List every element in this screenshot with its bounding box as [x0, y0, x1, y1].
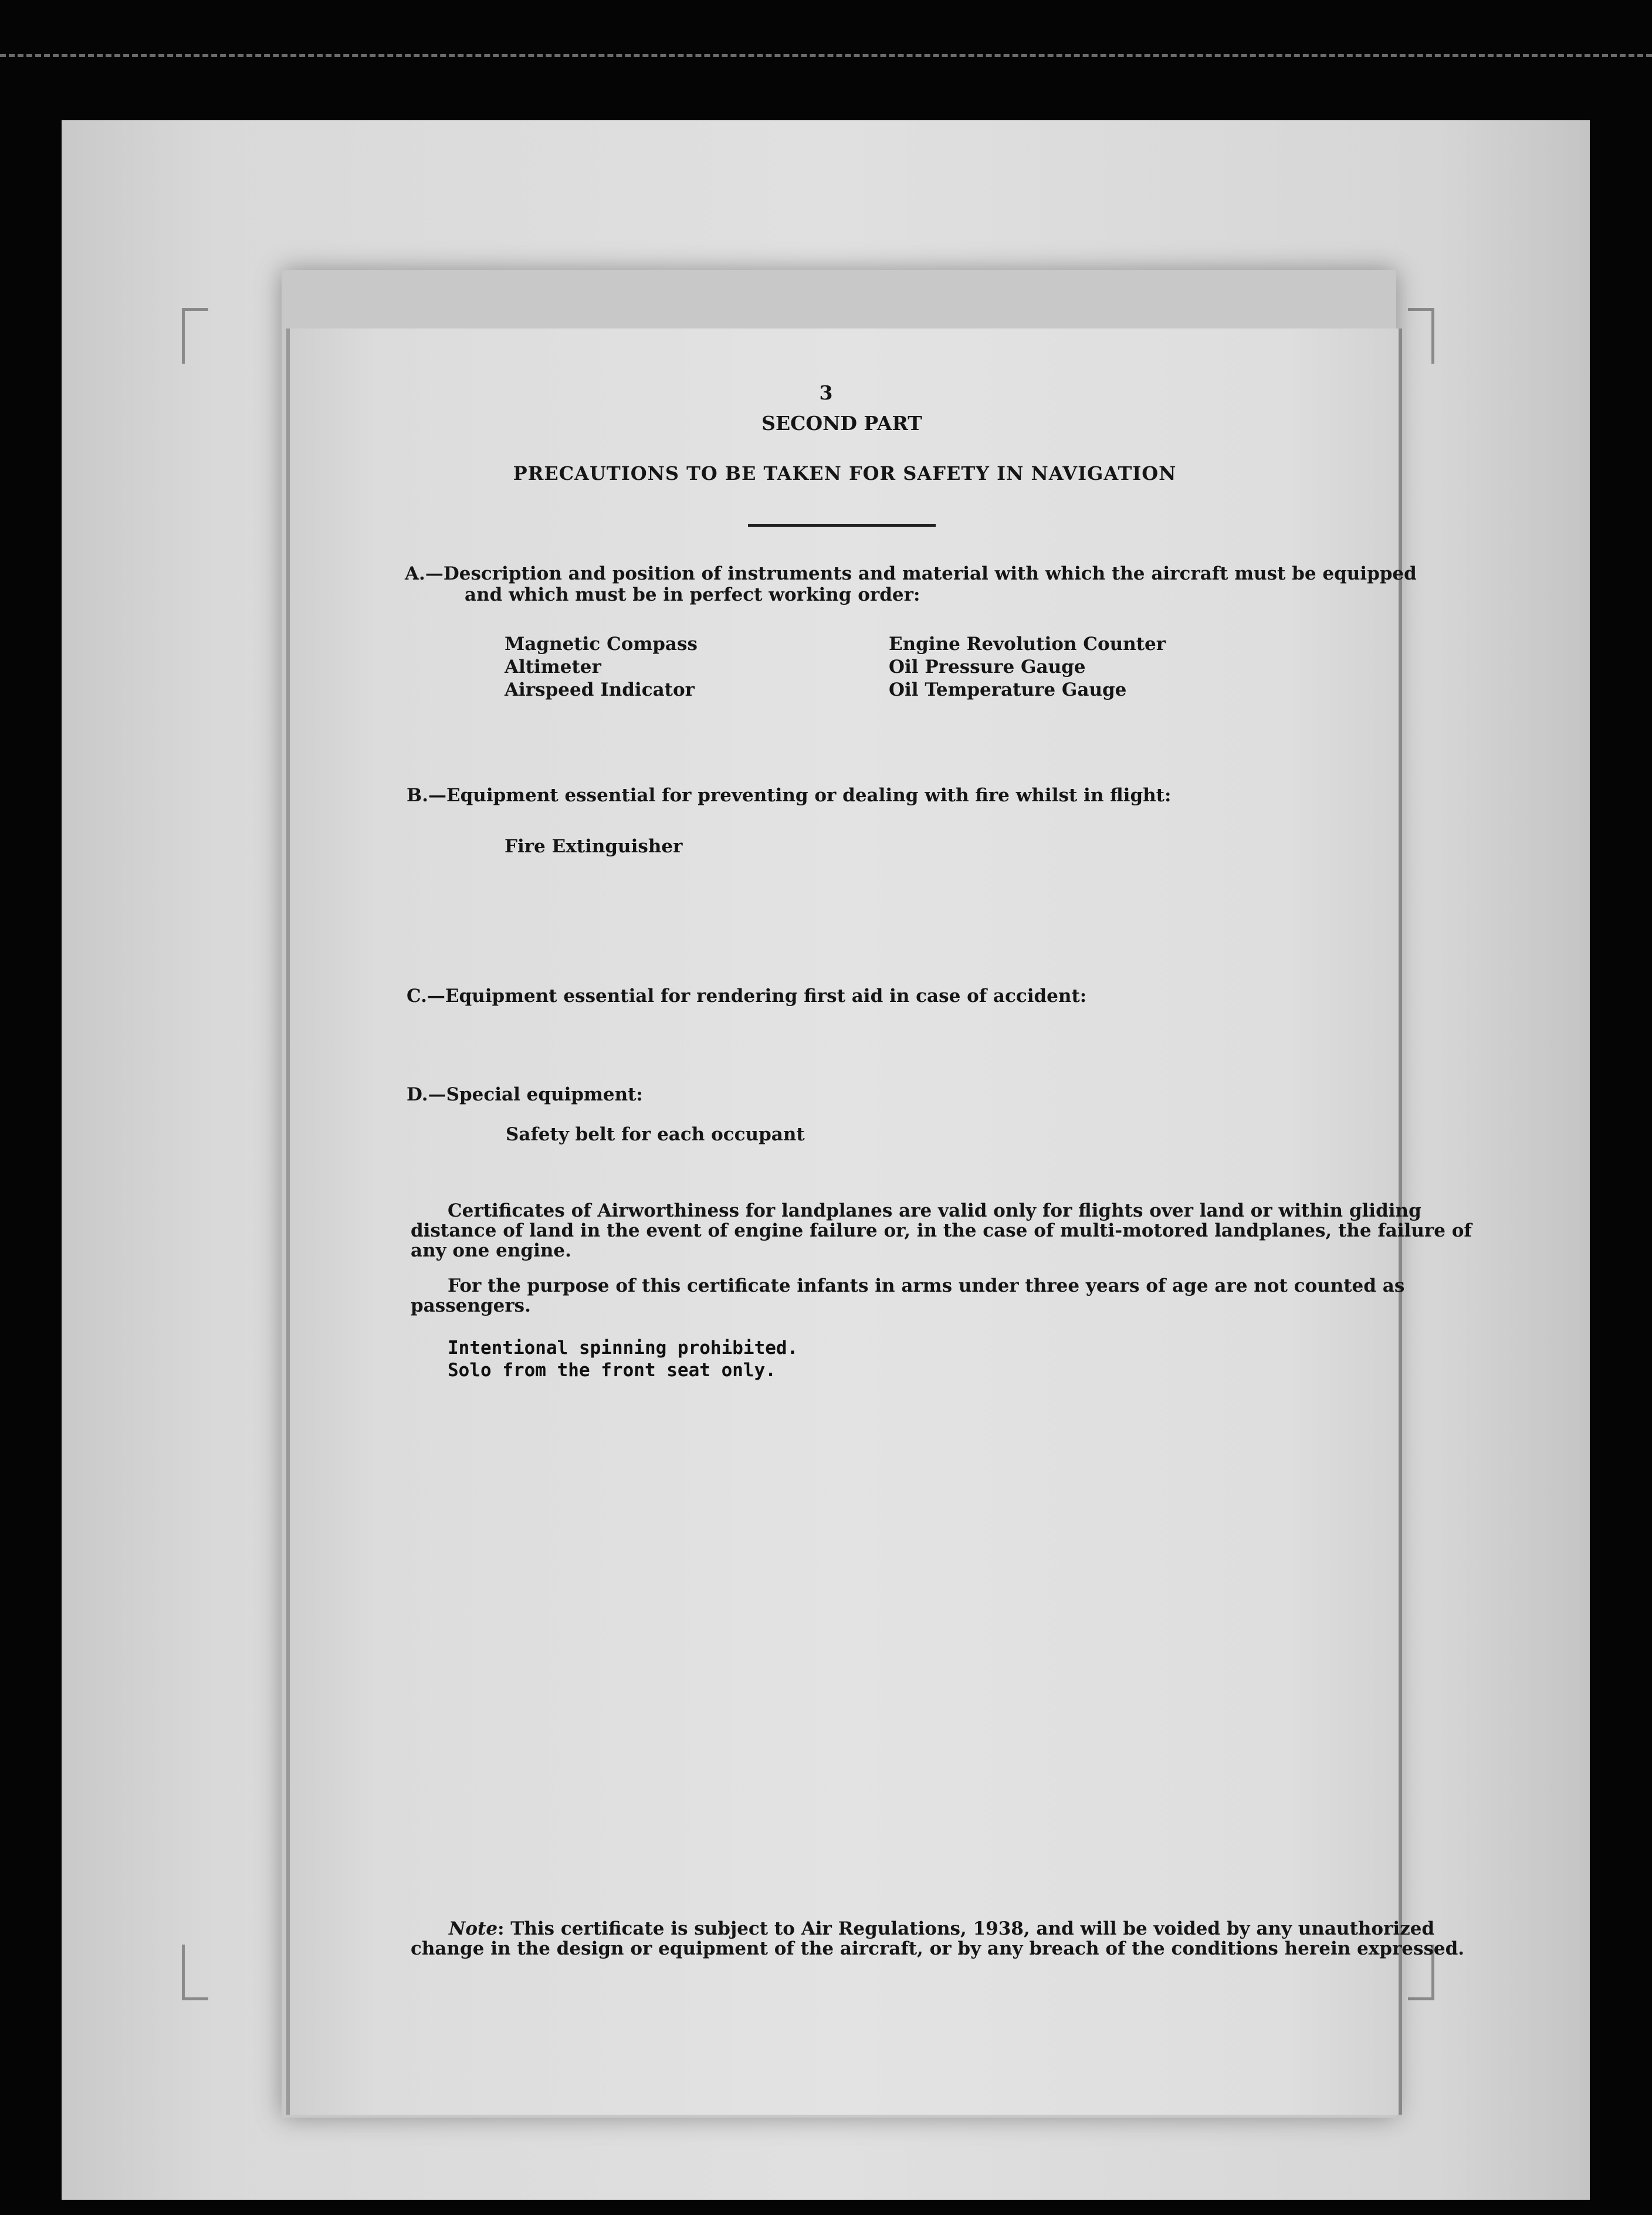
instrument-item: Engine Revolution Counter [889, 634, 1166, 655]
section-b-heading: B.—Equipment essential for preventing or dealing with fire whilst in flight: [407, 785, 1172, 806]
instrument-item: Altimeter [505, 656, 601, 678]
crop-mark-top-left [182, 308, 208, 364]
film-edge-dashes [0, 54, 1652, 57]
airworthiness-note-line: distance of land in the event of engine failure or, in the case of multi-motored landplanes, the failure of [411, 1220, 1472, 1241]
infants-note-line: passengers. [411, 1295, 531, 1316]
page-title: PRECAUTIONS TO BE TAKEN FOR SAFETY IN NAVIGATION [513, 462, 1177, 485]
footer-note-line1 [449, 1918, 1434, 1939]
special-equipment-item: Safety belt for each occupant [506, 1124, 805, 1145]
airworthiness-note-line: Certificates of Airworthiness for landplanes are valid only for flights over land or within gliding [448, 1200, 1421, 1221]
title-rule [748, 524, 936, 527]
part-heading: SECOND PART [761, 412, 922, 435]
section-c-heading: C.—Equipment essential for rendering first aid in case of accident: [407, 985, 1087, 1007]
instrument-item: Magnetic Compass [505, 634, 698, 655]
crop-mark-bottom-left [182, 1945, 208, 2000]
footer-note-text: : This certificate is subject to Air Regulations, 1938, and will be voided by any unauthorized [497, 1918, 1435, 1939]
fire-equipment-item: Fire Extinguisher [505, 836, 683, 857]
footer-note-line2: change in the design or equipment of the aircraft, or by any breach of the conditions herein expressed. [411, 1938, 1465, 1959]
typed-condition: Intentional spinning prohibited. [448, 1337, 798, 1359]
airworthiness-note-line: any one engine. [411, 1240, 571, 1261]
infants-note-line: For the purpose of this certificate infants in arms under three years of age are not counted as [448, 1275, 1405, 1296]
section-d-heading: D.—Special equipment: [407, 1084, 643, 1105]
crop-mark-top-right [1408, 308, 1434, 364]
instrument-item: Oil Pressure Gauge [889, 656, 1086, 678]
instrument-item: Airspeed Indicator [505, 679, 695, 700]
footer-note-label: Note [449, 1918, 498, 1939]
section-a-heading-line1: A.—Description and position of instruments and material with which the aircraft must be equipped [405, 563, 1417, 584]
typed-condition: Solo from the front seat only. [448, 1360, 776, 1381]
page-number: 3 [819, 381, 833, 404]
section-a-heading-line2: and which must be in perfect working order: [465, 584, 920, 605]
instrument-item: Oil Temperature Gauge [889, 679, 1127, 700]
